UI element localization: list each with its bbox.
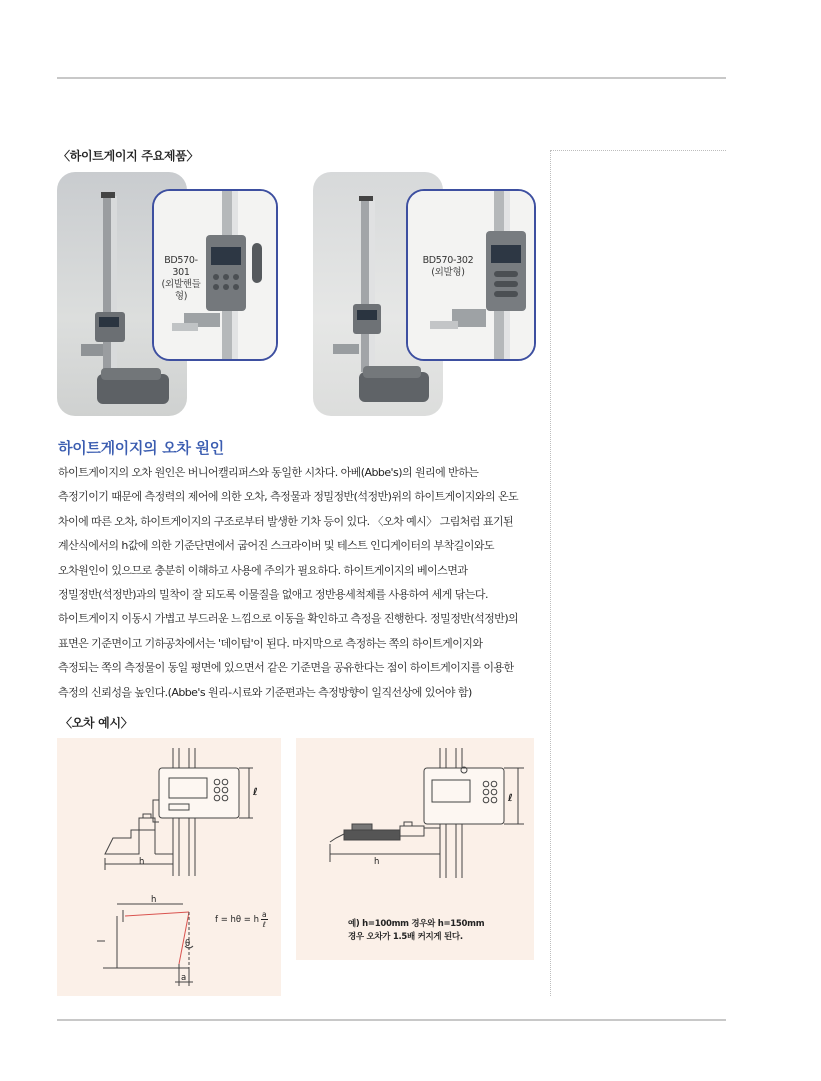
formula-fraction [261,910,268,929]
section-body [58,461,558,705]
product-model-2: BD570-302 (외발형) [422,255,474,278]
body-line: 정밀정반(석정반)과의 밀착이 잘 되도록 이물질을 없애고 정반용세척제를 사용하여 세게 닦는다. [58,588,488,602]
body-line: 계산식에서의 h값에 의한 기준단면에서 굽어진 스크라이버 및 테스트 인디게이터의 부착길이와도 [58,539,494,553]
label-h2: h [151,895,157,905]
body-line: 차이에 따른 오차, 하이트게이지의 구조로부터 발생한 기차 등이 있다. 〈오차 예시〉 그림처럼 표기된 [58,514,514,528]
product-model-1: BD570-301 (외발핸들형) [161,255,201,302]
top-rule [57,77,726,79]
formula-numerator: a [262,910,267,919]
note [348,918,484,944]
examples-caption: 〈오차 예시〉 [60,716,133,730]
product-inset-2 [406,189,536,361]
body-line: 표면은 기준면이고 기하공차에서는 '데이텀'이 된다. 마지막으로 측정하는 쪽의 하이트게이지와 [58,636,483,650]
error-diagram-left [57,738,281,996]
formula-main: f = hθ = h [215,914,260,925]
body-line: 측정의 신뢰성을 높인다.(Abbe's 원리-시료와 기준편과는 측정방향이 일직선상에 있어야 함) [58,685,472,699]
note-line-1: 예) h=100mm 경우와 h=150mm [348,919,485,929]
body-line: 하이트게이지의 오차 원인은 버니어캘리퍼스와 동일한 시차다. 아베(Abbe's)의 원리에 반하는 [58,466,479,479]
bottom-rule [57,1019,726,1021]
sidebar-top-divider [550,150,726,151]
body-line: 하이트게이지 이동시 가볍고 부드러운 느낌으로 이동을 확인하고 측정을 진행한다. 정밀정반(석정반)의 [58,612,519,626]
error-diagram-right [296,738,534,960]
section-title: 하이트게이지의 오차 원인 [58,439,224,457]
diagram-left-drawing [57,738,281,996]
label-l-right: ℓ [508,793,513,804]
formula-denominator: ℓ [262,920,266,929]
note-line-2: 경우 오차가 1.5배 커지게 된다. [348,932,463,942]
body-line: 측정되는 쪽의 측정물이 동일 평면에 있으면서 같은 기준면을 공유한다는 점이 하이트게이지를 이용한 [58,661,514,675]
product-inset-1 [152,189,278,361]
label-h-right: h [374,857,380,867]
products-caption: 〈하이트게이지 주요제품〉 [58,149,199,163]
label-theta: θ [185,939,190,949]
label-l: ℓ [253,787,258,798]
label-h: h [139,857,145,867]
body-line: 오차원인이 있으므로 충분히 이해하고 사용에 주의가 필요하다. 하이트게이지의 베이스면과 [58,563,468,577]
formula [215,910,268,929]
body-line: 측정기이기 때문에 측정력의 제어에 의한 오차, 측정물과 정밀정반(석정반)위의 하이트게이지와의 온도 [58,490,519,504]
label-a: a [181,973,186,983]
